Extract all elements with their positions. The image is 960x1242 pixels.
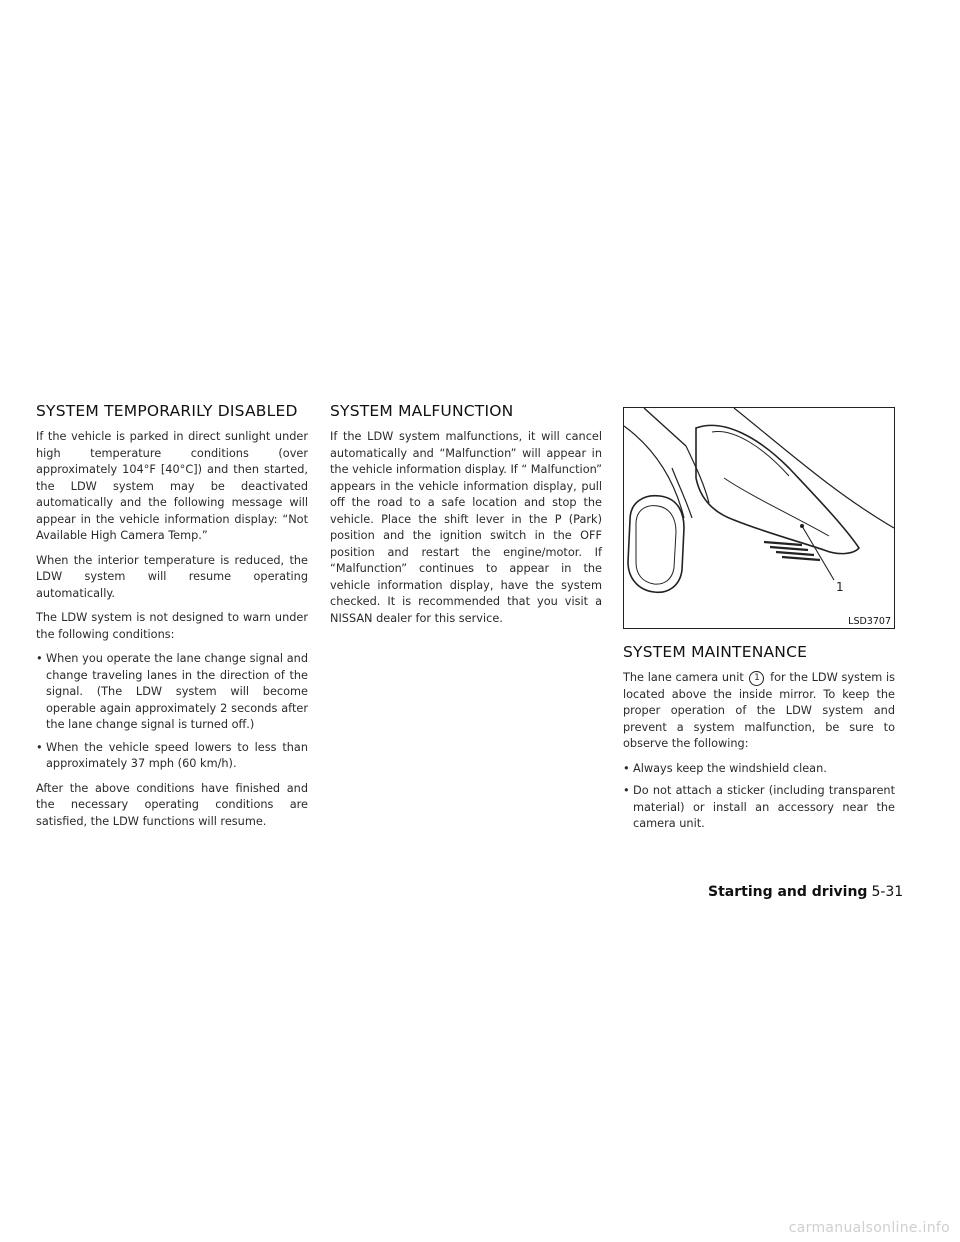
camera-unit-text: The lane camera unit	[623, 671, 744, 684]
camera-unit-illustration	[623, 407, 895, 629]
list-item: • Do not attach a sticker (including transparent material) or install an accessory near the camera unit.	[623, 783, 895, 833]
paragraph-high-temperature: If the vehicle is parked in direct sunlight under high temperature conditions (over approximately 104°F [40°C]) and then started, the LDW system may be deactivated automatically and the following message will appear in the vehicle information display: “Not Available High Camera Temp.”	[36, 430, 308, 542]
paragraph-camera-unit	[623, 670, 895, 753]
list-item: • When you operate the lane change signal and change traveling lanes in the direction of the signal. (The LDW system will become operable again approximately 2 seconds after the lane change signal is turned off.)	[36, 651, 308, 734]
section-heading-temporarily-disabled: SYSTEM TEMPORARILY DISABLED	[36, 402, 298, 420]
figure-callout-number: 1	[836, 580, 844, 594]
paragraph-functions-resume: After the above conditions have finished and the necessary operating conditions are satisfied, the LDW functions will resume.	[36, 781, 308, 828]
maintenance-text: for the LDW system is located above the inside mirror. To keep the proper operation of the LDW system and prevent a system malfunction, be sure to observe the following:	[623, 671, 895, 750]
paragraph-malfunction: If the LDW system malfunctions, it will cancel automatically and “Malfunction” will appear in the vehicle information display. If “ Malfunction” appears in the vehicle information display, pull off the road to a safe location and stop the vehicle. Place the shift lever in the P (Park) position and the ignition switch in the OFF position and restart the engine/motor. If “Malfunction” continues to appear in the vehicle information display, have the system checked. It is recommended that you visit a NISSAN dealer for this service.	[330, 430, 602, 625]
column-system-temporarily-disabled	[36, 402, 308, 838]
inside-mirror-camera-drawing	[624, 408, 894, 628]
page-footer	[708, 881, 903, 900]
figure-code: LSD3707	[848, 616, 891, 627]
conditions-list	[36, 651, 308, 773]
section-heading-malfunction: SYSTEM MALFUNCTION	[330, 402, 514, 420]
paragraph-resume: When the interior temperature is reduced, the LDW system will resume operating automatically.	[36, 553, 308, 600]
list-item: • When the vehicle speed lowers to less than approximately 37 mph (60 km/h).	[36, 740, 308, 773]
maintenance-list	[623, 761, 895, 833]
watermark: carmanualsonline.info	[788, 1220, 950, 1236]
column-system-malfunction	[330, 402, 602, 635]
section-heading-maintenance: SYSTEM MAINTENANCE	[623, 643, 808, 661]
page-number: 5-31	[871, 884, 904, 900]
column-system-maintenance	[623, 402, 895, 841]
callout-number-icon: 1	[749, 671, 764, 686]
list-item: • Always keep the windshield clean.	[623, 761, 895, 778]
footer-section-title: Starting and driving	[708, 884, 868, 900]
paragraph-not-designed: The LDW system is not designed to warn under the following conditions:	[36, 611, 308, 641]
